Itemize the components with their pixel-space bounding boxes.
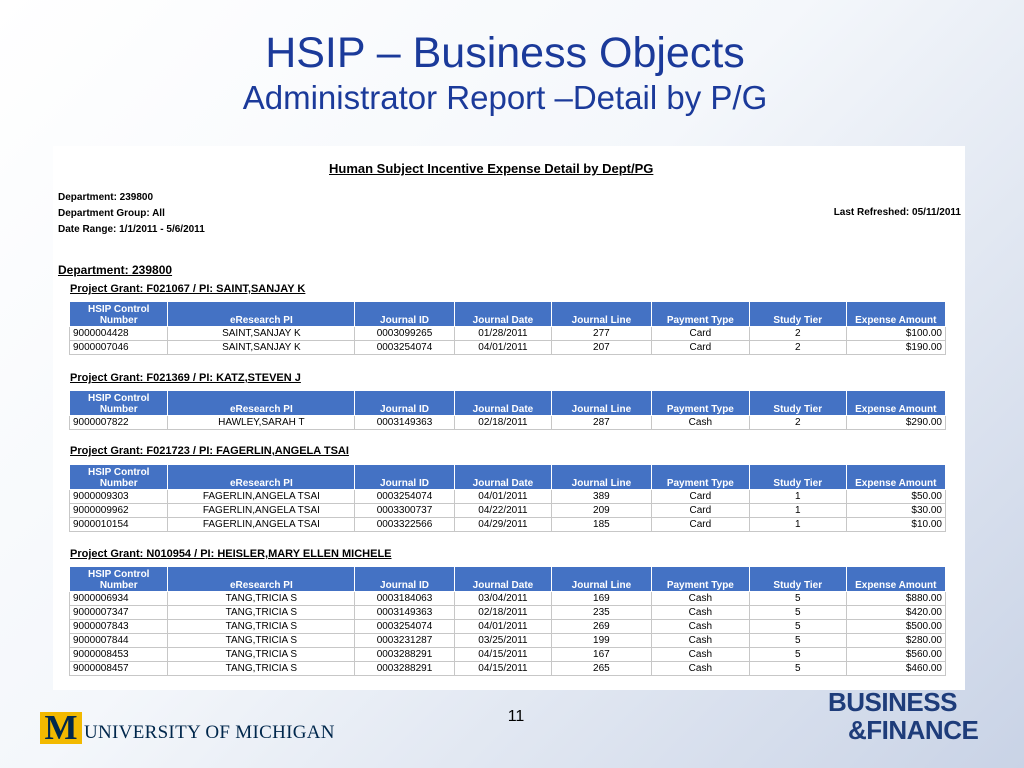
table-cell: 02/18/2011 bbox=[454, 416, 551, 430]
table-cell: Cash bbox=[651, 416, 749, 430]
table-cell: Cash bbox=[651, 606, 749, 620]
table-cell: 5 bbox=[750, 648, 846, 662]
table-cell: FAGERLIN,ANGELA TSAI bbox=[168, 490, 355, 504]
column-header: Journal Date bbox=[454, 567, 551, 592]
table-row bbox=[70, 662, 946, 676]
column-header: Journal Line bbox=[552, 302, 651, 327]
column-header: HSIP Control Number bbox=[70, 302, 168, 327]
department-heading: Department: 239800 bbox=[58, 263, 173, 277]
column-header: Journal Line bbox=[552, 391, 651, 416]
column-header: Journal Line bbox=[552, 465, 651, 490]
table-cell: 0003149363 bbox=[355, 416, 454, 430]
department-label: Department: 239800 bbox=[58, 192, 154, 203]
grant-heading: Project Grant: N010954 / PI: HEISLER,MARY ELLEN MICHELE bbox=[70, 548, 392, 560]
table-cell: Card bbox=[651, 518, 749, 532]
table-cell: 0003254074 bbox=[355, 341, 454, 355]
table-cell: 2 bbox=[750, 327, 846, 341]
table-cell: 9000007844 bbox=[70, 634, 168, 648]
table-cell: 9000007347 bbox=[70, 606, 168, 620]
table-row bbox=[70, 620, 946, 634]
table-cell: 9000010154 bbox=[70, 518, 168, 532]
table-cell: 209 bbox=[552, 504, 651, 518]
table-cell: 2 bbox=[750, 416, 846, 430]
table-cell: $460.00 bbox=[846, 662, 946, 676]
table-cell: 5 bbox=[750, 634, 846, 648]
table-cell: 0003254074 bbox=[355, 490, 454, 504]
table-cell: Cash bbox=[651, 620, 749, 634]
table-cell: 389 bbox=[552, 490, 651, 504]
table-cell: TANG,TRICIA S bbox=[168, 606, 355, 620]
date-range-label: Date Range: 1/1/2011 - 5/6/2011 bbox=[58, 224, 205, 235]
table-cell: 0003288291 bbox=[355, 648, 454, 662]
table-row bbox=[70, 518, 946, 532]
table-cell: 0003149363 bbox=[355, 606, 454, 620]
page-number: 11 bbox=[507, 708, 525, 725]
table-cell: 207 bbox=[552, 341, 651, 355]
table-cell: $500.00 bbox=[846, 620, 946, 634]
table-cell: TANG,TRICIA S bbox=[168, 620, 355, 634]
table-cell: 5 bbox=[750, 606, 846, 620]
table-cell: 03/25/2011 bbox=[454, 634, 551, 648]
column-header: HSIP Control Number bbox=[70, 391, 168, 416]
table-cell: $880.00 bbox=[846, 592, 946, 606]
table-cell: 04/22/2011 bbox=[454, 504, 551, 518]
table-cell: 5 bbox=[750, 592, 846, 606]
table-cell: 9000009962 bbox=[70, 504, 168, 518]
table-cell: $290.00 bbox=[846, 416, 946, 430]
table-cell: Cash bbox=[651, 648, 749, 662]
table-cell: SAINT,SANJAY K bbox=[168, 327, 355, 341]
table-cell: 9000007843 bbox=[70, 620, 168, 634]
table-cell: 0003231287 bbox=[355, 634, 454, 648]
table-cell: 9000004428 bbox=[70, 327, 168, 341]
table-cell: $10.00 bbox=[846, 518, 946, 532]
column-header: HSIP Control Number bbox=[70, 465, 168, 490]
column-header: Payment Type bbox=[651, 391, 749, 416]
table-cell: 265 bbox=[552, 662, 651, 676]
table-row bbox=[70, 634, 946, 648]
table-cell: $420.00 bbox=[846, 606, 946, 620]
table-cell: TANG,TRICIA S bbox=[168, 634, 355, 648]
table-row bbox=[70, 592, 946, 606]
table-cell: Card bbox=[651, 490, 749, 504]
column-header: Payment Type bbox=[651, 567, 749, 592]
table-row bbox=[70, 327, 946, 341]
table-cell: 9000008457 bbox=[70, 662, 168, 676]
table-cell: $190.00 bbox=[846, 341, 946, 355]
university-of-michigan-logo bbox=[40, 708, 335, 747]
table-row bbox=[70, 648, 946, 662]
table-cell: FAGERLIN,ANGELA TSAI bbox=[168, 518, 355, 532]
column-header: HSIP Control Number bbox=[70, 567, 168, 592]
report-panel bbox=[53, 146, 965, 690]
table-cell: 02/18/2011 bbox=[454, 606, 551, 620]
column-header: Journal Date bbox=[454, 465, 551, 490]
table-cell: 1 bbox=[750, 504, 846, 518]
table-cell: 0003184063 bbox=[355, 592, 454, 606]
expense-table bbox=[69, 301, 946, 355]
column-header: Journal ID bbox=[355, 391, 454, 416]
table-header-row bbox=[70, 302, 946, 327]
column-header: Journal Date bbox=[454, 391, 551, 416]
table-cell: 185 bbox=[552, 518, 651, 532]
table-cell: 5 bbox=[750, 620, 846, 634]
table-cell: HAWLEY,SARAH T bbox=[168, 416, 355, 430]
table-cell: 9000006934 bbox=[70, 592, 168, 606]
table-row bbox=[70, 416, 946, 430]
last-refreshed-label: Last Refreshed: 05/11/2011 bbox=[833, 207, 961, 218]
table-cell: 04/01/2011 bbox=[454, 490, 551, 504]
table-cell: 0003288291 bbox=[355, 662, 454, 676]
table-cell: 9000007046 bbox=[70, 341, 168, 355]
column-header: Study Tier bbox=[750, 567, 846, 592]
table-cell: 1 bbox=[750, 490, 846, 504]
table-cell: 9000009303 bbox=[70, 490, 168, 504]
table-cell: 277 bbox=[552, 327, 651, 341]
slide-title-main: HSIP – Business Objects bbox=[265, 29, 745, 77]
table-cell: $560.00 bbox=[846, 648, 946, 662]
table-cell: TANG,TRICIA S bbox=[168, 662, 355, 676]
column-header: eResearch PI bbox=[168, 465, 355, 490]
table-row bbox=[70, 606, 946, 620]
table-cell: 0003099265 bbox=[355, 327, 454, 341]
table-cell: $280.00 bbox=[846, 634, 946, 648]
slide-subtitle: Administrator Report –Detail by P/G bbox=[242, 79, 768, 116]
column-header: Payment Type bbox=[651, 302, 749, 327]
table-row bbox=[70, 504, 946, 518]
column-header: eResearch PI bbox=[168, 302, 355, 327]
block-m-icon: M bbox=[40, 712, 82, 744]
table-cell: SAINT,SANJAY K bbox=[168, 341, 355, 355]
table-cell: 0003254074 bbox=[355, 620, 454, 634]
column-header: Expense Amount bbox=[846, 391, 946, 416]
table-row bbox=[70, 341, 946, 355]
report-title: Human Subject Incentive Expense Detail by Dept/PG bbox=[329, 161, 654, 176]
column-header: Journal Line bbox=[552, 567, 651, 592]
table-cell: 04/15/2011 bbox=[454, 662, 551, 676]
business-finance-logo bbox=[828, 688, 978, 744]
column-header: Journal ID bbox=[355, 465, 454, 490]
expense-table bbox=[69, 464, 946, 532]
table-cell: 1 bbox=[750, 518, 846, 532]
table-row bbox=[70, 490, 946, 504]
table-cell: 199 bbox=[552, 634, 651, 648]
column-header: Study Tier bbox=[750, 302, 846, 327]
column-header: Expense Amount bbox=[846, 302, 946, 327]
table-cell: Cash bbox=[651, 592, 749, 606]
column-header: Journal ID bbox=[355, 302, 454, 327]
university-name: UNIVERSITY OF MICHIGAN bbox=[84, 722, 335, 743]
grant-heading: Project Grant: F021369 / PI: KATZ,STEVEN J bbox=[70, 372, 301, 384]
expense-table bbox=[69, 390, 946, 430]
table-cell: 04/15/2011 bbox=[454, 648, 551, 662]
table-cell: Cash bbox=[651, 634, 749, 648]
business-finance-line1: BUSINESS bbox=[828, 687, 957, 717]
table-cell: 235 bbox=[552, 606, 651, 620]
expense-table bbox=[69, 566, 946, 676]
table-cell: FAGERLIN,ANGELA TSAI bbox=[168, 504, 355, 518]
column-header: eResearch PI bbox=[168, 391, 355, 416]
table-cell: Card bbox=[651, 327, 749, 341]
table-cell: 9000007822 bbox=[70, 416, 168, 430]
table-cell: Card bbox=[651, 504, 749, 518]
table-cell: $100.00 bbox=[846, 327, 946, 341]
table-cell: 169 bbox=[552, 592, 651, 606]
table-cell: 04/01/2011 bbox=[454, 620, 551, 634]
table-cell: 5 bbox=[750, 662, 846, 676]
table-cell: 9000008453 bbox=[70, 648, 168, 662]
table-cell: Cash bbox=[651, 662, 749, 676]
business-finance-line2: &FINANCE bbox=[848, 715, 979, 745]
table-cell: 269 bbox=[552, 620, 651, 634]
column-header: Expense Amount bbox=[846, 465, 946, 490]
table-cell: 03/04/2011 bbox=[454, 592, 551, 606]
table-cell: TANG,TRICIA S bbox=[168, 648, 355, 662]
grant-heading: Project Grant: F021723 / PI: FAGERLIN,ANGELA TSAI bbox=[70, 445, 349, 457]
table-cell: $50.00 bbox=[846, 490, 946, 504]
column-header: Payment Type bbox=[651, 465, 749, 490]
table-cell: 0003322566 bbox=[355, 518, 454, 532]
department-group-label: Department Group: All bbox=[58, 208, 165, 219]
column-header: Journal ID bbox=[355, 567, 454, 592]
column-header: Study Tier bbox=[750, 465, 846, 490]
column-header: Journal Date bbox=[454, 302, 551, 327]
table-cell: 01/28/2011 bbox=[454, 327, 551, 341]
column-header: eResearch PI bbox=[168, 567, 355, 592]
table-cell: TANG,TRICIA S bbox=[168, 592, 355, 606]
table-cell: Card bbox=[651, 341, 749, 355]
slide-title bbox=[0, 28, 1010, 118]
table-cell: 04/01/2011 bbox=[454, 341, 551, 355]
table-cell: $30.00 bbox=[846, 504, 946, 518]
grant-heading: Project Grant: F021067 / PI: SAINT,SANJAY K bbox=[70, 283, 306, 295]
column-header: Study Tier bbox=[750, 391, 846, 416]
table-cell: 287 bbox=[552, 416, 651, 430]
table-cell: 2 bbox=[750, 341, 846, 355]
table-header-row bbox=[70, 391, 946, 416]
table-header-row bbox=[70, 465, 946, 490]
table-header-row bbox=[70, 567, 946, 592]
table-cell: 0003300737 bbox=[355, 504, 454, 518]
table-cell: 04/29/2011 bbox=[454, 518, 551, 532]
table-cell: 167 bbox=[552, 648, 651, 662]
column-header: Expense Amount bbox=[846, 567, 946, 592]
